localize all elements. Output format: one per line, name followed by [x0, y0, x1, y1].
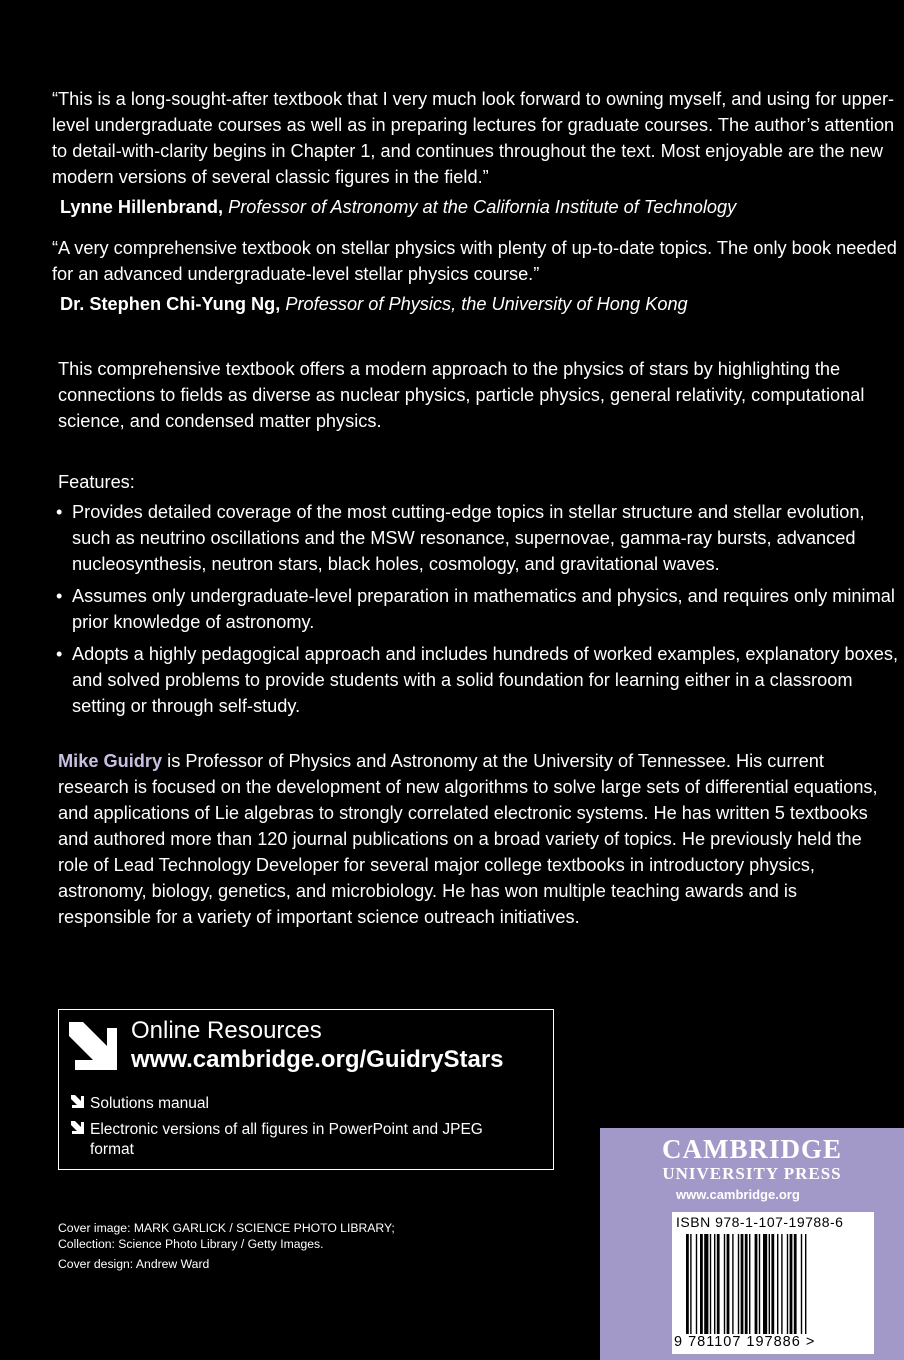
cover-design-credit: Cover design: Andrew Ward: [58, 1257, 210, 1271]
quote-2-name: Dr. Stephen Chi-Yung Ng,: [60, 294, 281, 314]
quote-1-name: Lynne Hillenbrand,: [60, 197, 224, 217]
features-heading: Features:: [58, 472, 135, 492]
publisher-website: www.cambridge.org: [676, 1187, 800, 1202]
quote-2-title: Professor of Physics, the University of Hong Kong: [285, 294, 688, 314]
quote-1: [52, 86, 902, 220]
feature-item: • Adopts a highly pedagogical approach and includes hundreds of worked examples, explanatory boxes, and solved problems to provide students with a solid foundation for learning either in a classroom setting or through self-study.: [50, 641, 902, 719]
feature-item: • Assumes only undergraduate-level preparation in mathematics and physics, and requires only minimal prior knowledge of astronomy.: [50, 583, 902, 635]
quote-1-text: “This is a long-sought-after textbook that I very much look forward to owning myself, and using for upper-level undergraduate courses as well as in preparing lectures for graduate courses. The author’s attention to detail-with-clarity begins in Chapter 1, and continues throughout the text. Most enjoyable are the new modern versions of several classic figures in the field.”: [52, 89, 895, 187]
online-resources-title: Online Resources: [131, 1017, 322, 1044]
quote-2-attribution: [52, 291, 902, 317]
quote-2: [52, 235, 902, 317]
resource-item-label: Solutions manual: [90, 1095, 209, 1112]
feature-item: • Provides detailed coverage of the most cutting-edge topics in stellar structure and stellar evolution, such as neutrino oscillations and the MSW resonance, supernovae, gamma-ray bursts, advanced nucleosynthesis, neutron stars, black holes, cosmology, and gravitational waves.: [50, 499, 902, 577]
quote-2-text: “A very comprehensive textbook on stellar physics with plenty of up-to-date topics. The only book needed for an advanced undergraduate-level stellar physics course.”: [52, 238, 897, 284]
quote-1-title: Professor of Astronomy at the California Institute of Technology: [228, 197, 737, 217]
online-resources-box: [58, 1009, 554, 1170]
publisher-logo-name: CAMBRIDGE: [661, 1134, 842, 1164]
features-list: [50, 499, 902, 719]
barcode-area: [672, 1212, 874, 1354]
resource-item-label: Electronic versions of all figures in PowerPoint and JPEG format: [90, 1121, 483, 1158]
resource-item: [71, 1120, 490, 1160]
arrow-down-right-icon: [69, 1022, 119, 1072]
author-bio: [58, 748, 894, 930]
barcode-icon: [686, 1234, 866, 1334]
author-name: Mike Guidry: [58, 751, 163, 771]
publisher-panel: [600, 1128, 904, 1360]
quote-1-attribution: [52, 194, 902, 220]
cover-image-credit-line2: Collection: Science Photo Library / Getty Images.: [58, 1237, 324, 1251]
description: This comprehensive textbook offers a modern approach to the physics of stars by highlighting the connections to fields as diverse as nuclear physics, particle physics, general relativity, computational science, and condensed matter physics.: [58, 359, 865, 431]
resource-item: [71, 1094, 209, 1114]
arrow-down-right-icon: [71, 1095, 85, 1109]
cover-image-credit-line1: Cover image: MARK GARLICK / SCIENCE PHOTO LIBRARY;: [58, 1221, 395, 1235]
online-resources-url[interactable]: www.cambridge.org/GuidryStars: [131, 1046, 504, 1073]
publisher-logo-subname: UNIVERSITY PRESS: [662, 1164, 842, 1183]
features-section: [58, 469, 902, 725]
arrow-down-right-icon: [71, 1121, 85, 1135]
barcode-number: 9 781107 197886 >: [674, 1334, 816, 1350]
isbn-label: ISBN 978-1-107-19788-6: [676, 1214, 844, 1230]
author-bio-text: is Professor of Physics and Astronomy at the University of Tennessee. His current research is focused on the development of new algorithms to solve large sets of differential equations, and applications of Lie algebras to strongly correlated electronic systems. He has written 5 textbooks and authored more than 120 journal publications on a broad variety of topics. He previously held the role of Lead Technology Developer for several major college textbooks in introductory physics, astronomy, biology, genetics, and microbiology. He has won multiple teaching awards and is responsible for a variety of important science outreach initiatives.: [58, 751, 878, 927]
cover-credits: [58, 1220, 395, 1272]
